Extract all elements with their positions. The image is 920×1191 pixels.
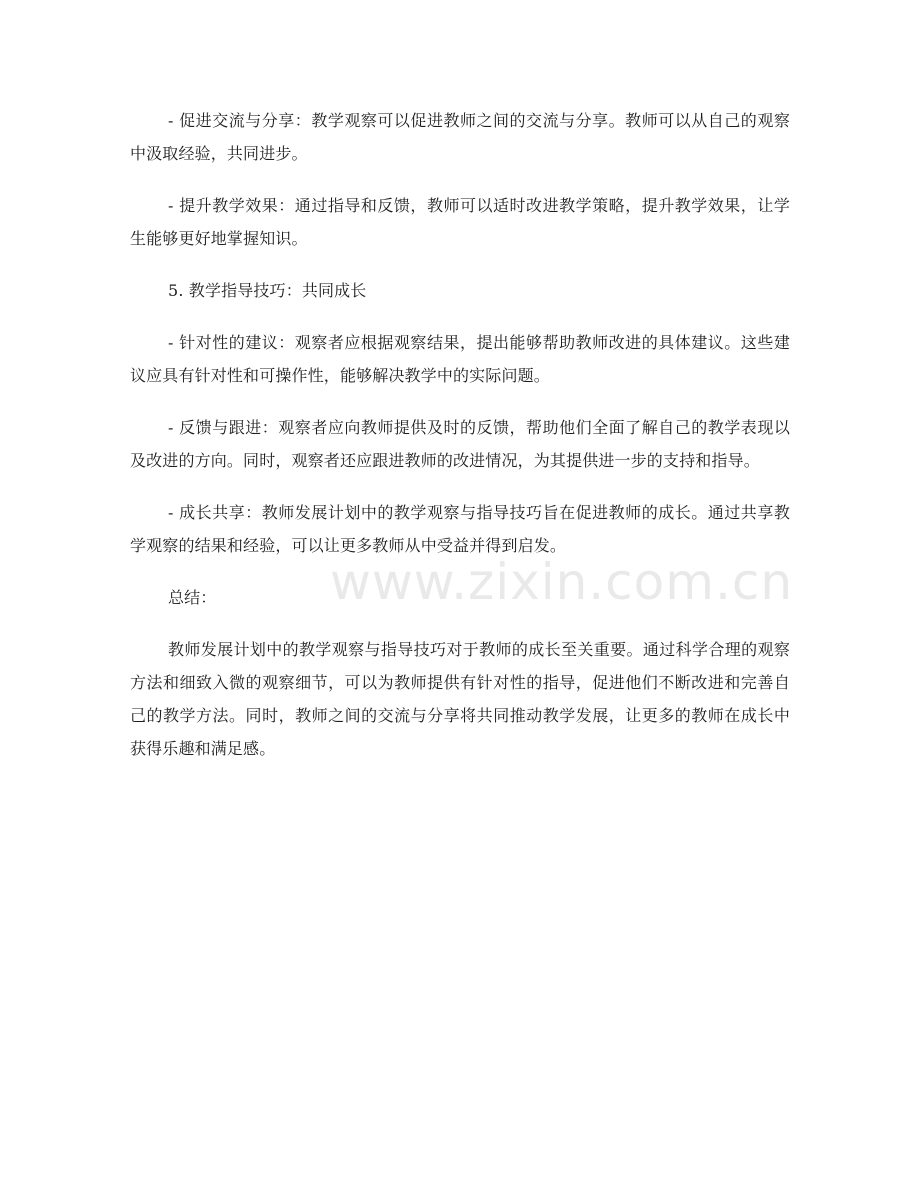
document-body	[130, 104, 790, 784]
paragraph-teaching-effect: - 提升教学效果：通过指导和反馈，教师可以适时改进教学策略，提升教学效果，让学生能够更好地掌握知识。	[130, 196, 790, 248]
watermark: www.zixin.com.cn	[330, 553, 794, 611]
paragraph-feedback-followup: - 反馈与跟进：观察者应向教师提供及时的反馈，帮助他们全面了解自己的教学表现以及改进的方向。同时，观察者还应跟进教师的改进情况，为其提供进一步的支持和指导。	[130, 418, 790, 470]
summary-heading: 总结：	[168, 588, 217, 607]
paragraph-targeted-suggestions: - 针对性的建议：观察者应根据观察结果，提出能够帮助教师改进的具体建议。这些建议应具有针对性和可操作性，能够解决教学中的实际问题。	[130, 333, 790, 385]
summary-paragraph: 教师发展计划中的教学观察与指导技巧对于教师的成长至关重要。通过科学合理的观察方法和细致入微的观察细节，可以为教师提供有针对性的指导，促进他们不断改进和完善自己的教学方法。同时，教师之间的交流与分享将共同推动教学发展，让更多的教师在成长中获得乐趣和满足感。	[130, 640, 790, 758]
section-heading-guidance-skills: 5. 教学指导技巧：共同成长	[168, 281, 367, 300]
paragraph-exchange-sharing: - 促进交流与分享：教学观察可以促进教师之间的交流与分享。教师可以从自己的观察中汲取经验，共同进步。	[130, 111, 790, 163]
paragraph-growth-sharing: - 成长共享：教师发展计划中的教学观察与指导技巧旨在促进教师的成长。通过共享教学观察的结果和经验，可以让更多教师从中受益并得到启发。	[130, 503, 790, 555]
